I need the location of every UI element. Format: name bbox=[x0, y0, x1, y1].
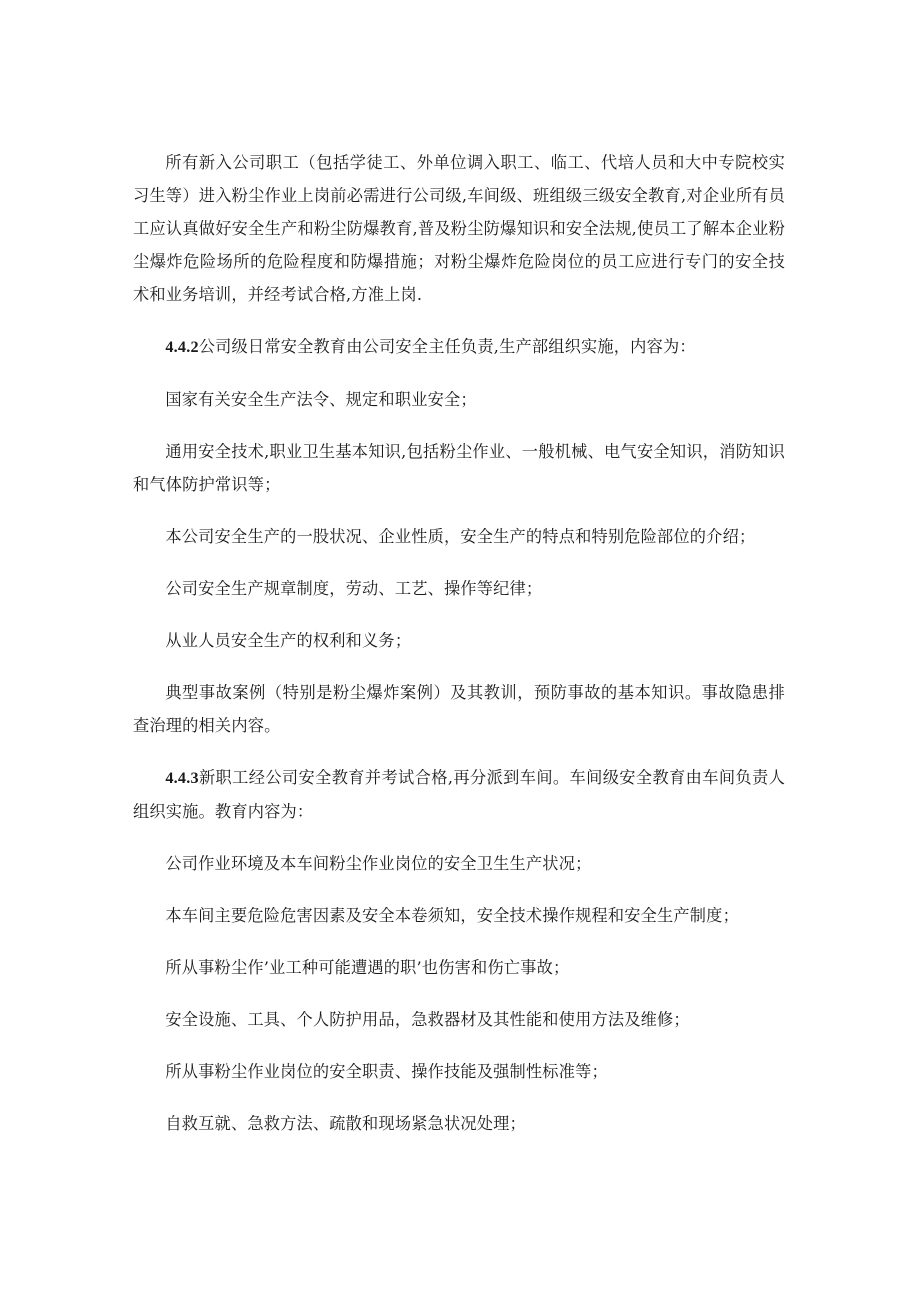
paragraph-text: 公司级日常安全教育由公司安全主任负责,生产部组织实施，内容为： bbox=[198, 337, 696, 356]
paragraph bbox=[133, 951, 785, 984]
paragraph-text: 所从事粉尘作业岗位的安全职责、操作技能及强制性标准等； bbox=[165, 1062, 608, 1081]
paragraph-text: 公司作业环境及本车间粉尘作业岗位的安全卫生生产状况； bbox=[165, 854, 592, 873]
paragraph-text: 新职工经公司安全教育并考试合格,再分派到车间。车间级安全教育由车间负责人组织实施。教育内容为： bbox=[133, 768, 785, 821]
paragraph-text: 本车间主要危险危害因素及安全本卷须知，安全技术操作规程和安全生产制度； bbox=[165, 906, 739, 925]
paragraph bbox=[133, 1107, 785, 1140]
paragraph bbox=[133, 520, 785, 553]
paragraph bbox=[133, 435, 785, 501]
paragraph bbox=[133, 899, 785, 932]
paragraph-text: 通用安全技术,职业卫生基本知识,包括粉尘作业、一般机械、电气安全知识，消防知识和气体防护常识等； bbox=[133, 442, 785, 494]
document-page bbox=[133, 146, 785, 1159]
paragraph bbox=[133, 1003, 785, 1036]
paragraph-text: 本公司安全生产的一股状况、企业性质，安全生产的特点和特别危险部位的介绍； bbox=[165, 527, 756, 546]
paragraph-text: 所有新入公司职工（包括学徒工、外单位调入职工、临工、代培人员和大中专院校实习生等）进入粉尘作业上岗前必需进行公司级,车间级、班组级三级安全教育,对企业所有员工应认真做好安全生产和粉尘防爆教育,普及粉尘防爆知识和安全法规,使员工了解本企业粉尘爆炸危险场所的危险程度和防爆措施；对粉尘爆炸危险岗位的员工应进行专门的安全技术和业务培训，并经考试合格,方准上岗. bbox=[133, 153, 785, 304]
paragraph bbox=[133, 761, 785, 828]
paragraph bbox=[133, 847, 785, 880]
paragraph-text: 所从事粉尘作’业工种可能遭遇的职’也伤害和伤亡事故； bbox=[165, 958, 570, 977]
paragraph bbox=[133, 330, 785, 364]
paragraph-text: 安全设施、工具、个人防护用品，急救器材及其性能和使用方法及维修； bbox=[165, 1010, 690, 1029]
paragraph-text: 公司安全生产规章制度，劳动、工艺、操作等纪律； bbox=[165, 579, 543, 598]
paragraph bbox=[133, 383, 785, 416]
paragraph bbox=[133, 146, 785, 311]
paragraph-text: 国家有关安全生产法令、规定和职业安全； bbox=[165, 390, 477, 409]
paragraph bbox=[133, 676, 785, 742]
section-number: 4.4.2 bbox=[165, 338, 199, 356]
paragraph-text: 从业人员安全生产的权利和义务； bbox=[165, 631, 412, 650]
paragraph bbox=[133, 572, 785, 605]
paragraph bbox=[133, 624, 785, 657]
paragraph-text: 自救互就、急救方法、疏散和现场紧急状况处理； bbox=[165, 1114, 526, 1133]
paragraph-text: 典型事故案例（特别是粉尘爆炸案例）及其教训，预防事故的基本知识。事故隐患排查治理的相关内容。 bbox=[133, 683, 785, 735]
paragraph bbox=[133, 1055, 785, 1088]
section-number: 4.4.3 bbox=[165, 769, 199, 787]
